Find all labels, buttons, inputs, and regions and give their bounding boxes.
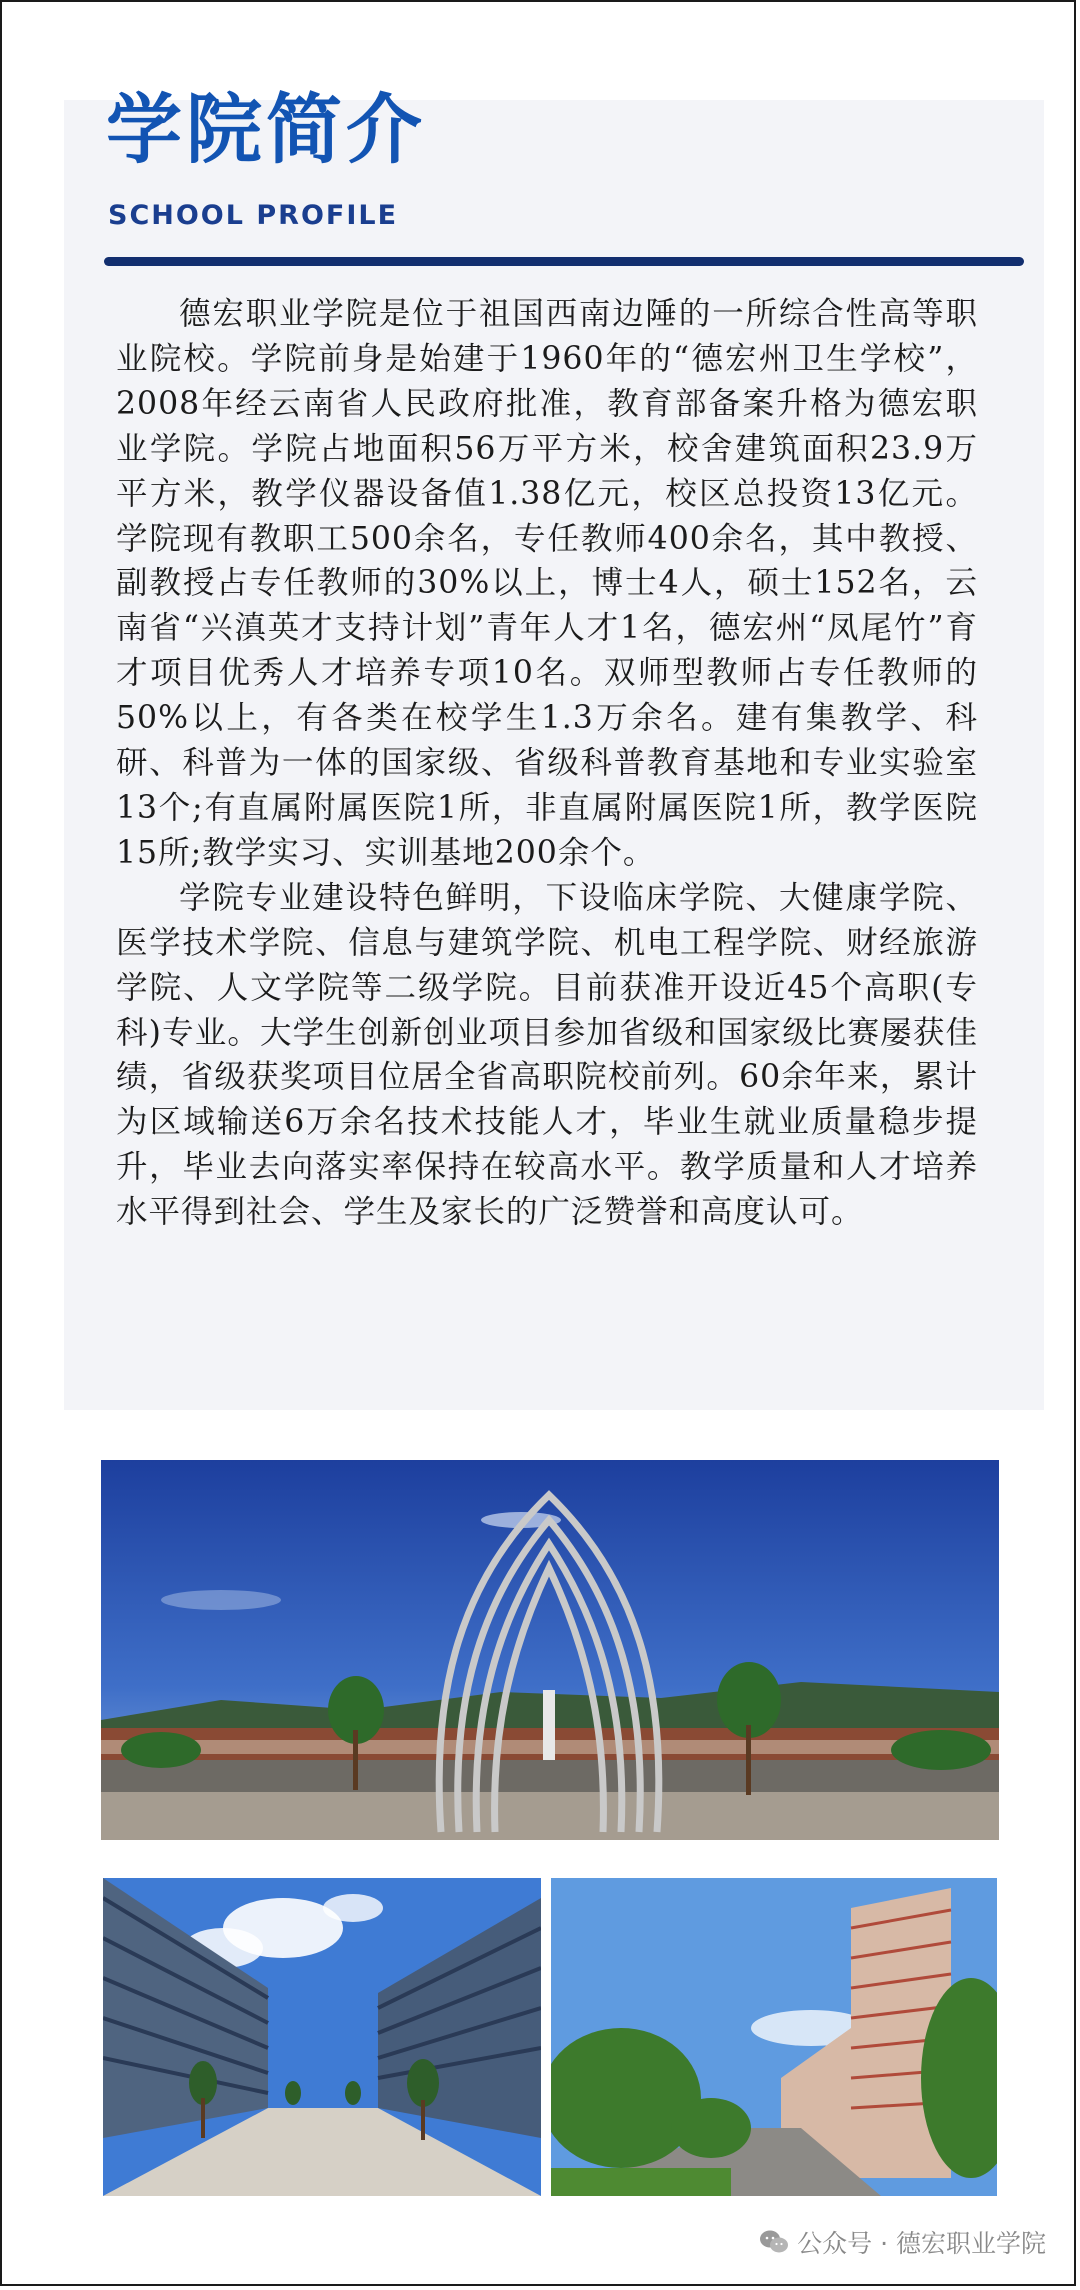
- paragraph-2: 学院专业建设特色鲜明，下设临床学院、大健康学院、医学技术学院、信息与建筑学院、机电工程学院、财经旅游学院、人文学院等二级学院。目前获准开设近45个高职(专科)专业。大学生创新创业项目参加省级和国家级比赛屡获佳绩，省级获奖项目位居全省高职院校前列。60余年来，累计为区域输送6万余名技术技能人才，毕业生就业质量稳步提升，毕业去向落实率保持在较高水平。教学质量和人才培养水平得到社会、学生及家长的广泛赞誉和高度认可。: [116, 879, 978, 1231]
- campus-road-photo: [551, 1878, 997, 2196]
- campus-buildings-photo: [103, 1878, 541, 2196]
- wechat-icon: [759, 2229, 789, 2255]
- page-title: 学院简介: [106, 85, 426, 174]
- title-underline: [104, 257, 1024, 266]
- campus-arch-photo: [101, 1460, 999, 1840]
- paragraph-1: 德宏职业学院是位于祖国西南边陲的一所综合性高等职业院校。学院前身是始建于1960年的“德宏州卫生学校”，2008年经云南省人民政府批准，教育部备案升格为德宏职业学院。学院占地面积56万平方米，校舍建筑面积23.9万平方米，教学仪器设备值1.38亿元，校区总投资13亿元。学院现有教职工500余名，专任教师400余名，其中教授、副教授占专任教师的30%以上，博士4人，硕士152名，云南省“兴滇英才支持计划”青年人才1名，德宏州“凤尾竹”育才项目优秀人才培养专项10名。双师型教师占专任教师的50%以上，有各类在校学生1.3万余名。建有集教学、科研、科普为一体的国家级、省级科普教育基地和专业实验室13个;有直属附属医院1所，非直属附属医院1所，教学医院15所;教学实习、实训基地200余个。: [116, 296, 978, 871]
- page-subtitle: SCHOOL PROFILE: [108, 200, 399, 231]
- profile-text: [116, 292, 978, 1235]
- watermark-text: 公众号 · 德宏职业学院: [797, 2229, 1046, 2258]
- wechat-watermark: [759, 2224, 1046, 2260]
